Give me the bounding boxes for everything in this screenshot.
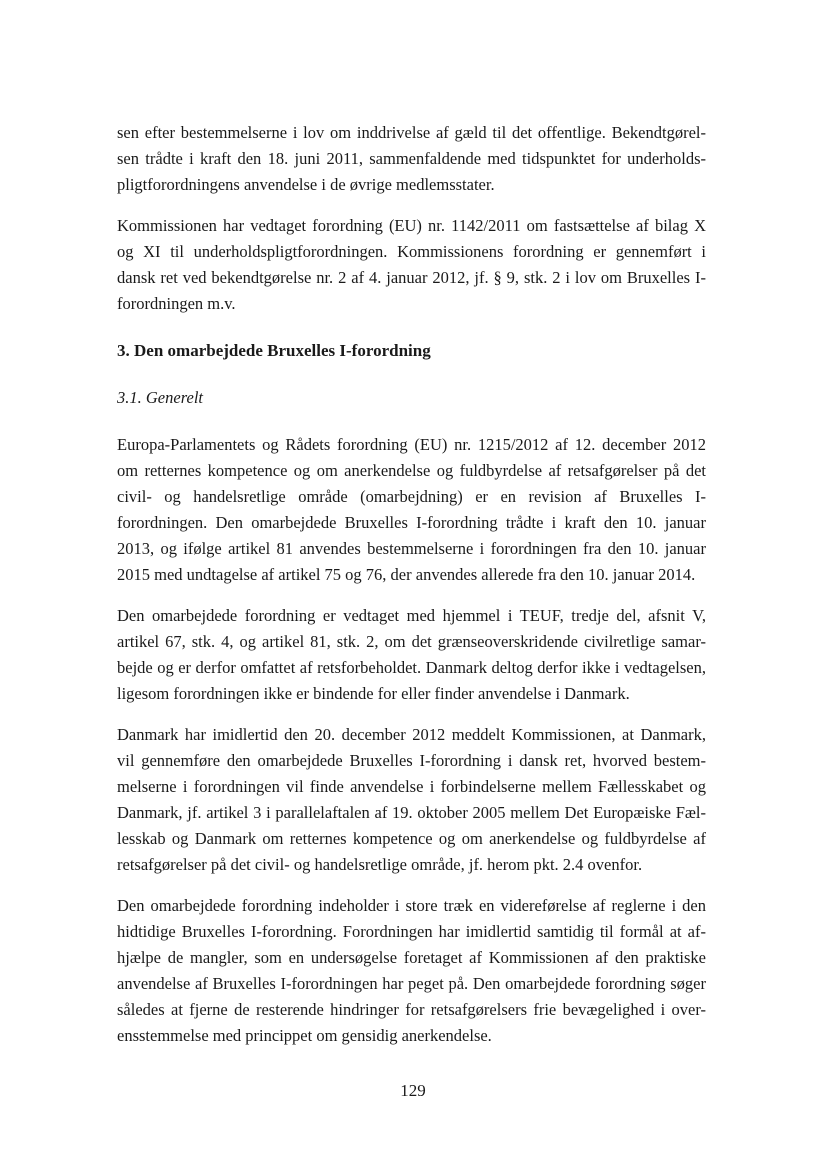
text-line: pligtforordningens anvendelse i de øvrige medlemsstater.: [117, 175, 495, 194]
text-line: anvendelse af Bruxelles I-forordningen har peget på. Den omarbejdede forordning søger: [117, 974, 706, 993]
subsection-heading: 3.1. Generelt: [117, 388, 203, 407]
text-line: ensstemmelse med princippet om gensidig anerkendelse.: [117, 1026, 492, 1045]
text-line: bejde og er derfor omfattet af retsforbeholdet. Danmark deltog derfor ikke i vedtagelsen,: [117, 658, 706, 677]
page-number: 129: [400, 1081, 426, 1100]
text-line: sen efter bestemmelserne i lov om inddrivelse af gæld til det offentlige. Bekendtgørel-: [117, 123, 706, 142]
text-line: om retternes kompetence og om anerkendelse og fuldbyrdelse af retsafgørelser på det: [117, 461, 706, 480]
text-line: forordningen. Den omarbejdede Bruxelles I-forordning trådte i kraft den 10. januar: [117, 513, 706, 532]
text-line: Kommissionen har vedtaget forordning (EU) nr. 1142/2011 om fastsættelse af bilag X: [117, 216, 706, 235]
text-line: Den omarbejdede forordning indeholder i store træk en videreførelse af reglerne i den: [117, 896, 706, 915]
text-line: artikel 67, stk. 4, og artikel 81, stk. 2, om det grænseoverskridende civilretlige samar-: [117, 632, 706, 651]
text-line: Danmark har imidlertid den 20. december 2012 meddelt Kommissionen, at Danmark,: [117, 725, 706, 744]
text-line: Europa-Parlamentets og Rådets forordning (EU) nr. 1215/2012 af 12. december 2012: [117, 435, 706, 454]
text-line: ligesom forordningen ikke er bindende for eller finder anvendelse i Danmark.: [117, 684, 630, 703]
text-line: Danmark, jf. artikel 3 i parallelaftalen af 19. oktober 2005 mellem Det Europæiske Fæl-: [117, 803, 706, 822]
section-heading: 3. Den omarbejdede Bruxelles I-forordning: [117, 341, 431, 360]
text-line: civil- og handelsretlige område (omarbejdning) er en revision af Bruxelles I-: [117, 487, 706, 506]
text-line: hjælpe de mangler, som en undersøgelse foretaget af Kommissionen af den praktiske: [117, 948, 706, 967]
text-line: hidtidige Bruxelles I-forordning. Forordningen har imidlertid samtidig til formål at af-: [117, 922, 706, 941]
text-line: dansk ret ved bekendtgørelse nr. 2 af 4. januar 2012, jf. § 9, stk. 2 i lov om Bruxelles I-: [117, 268, 706, 287]
text-line: forordningen m.v.: [117, 294, 236, 313]
text-line: Den omarbejdede forordning er vedtaget med hjemmel i TEUF, tredje del, afsnit V,: [117, 606, 706, 625]
text-line: således at fjerne de resterende hindringer for retsafgørelsers frie bevægelighed i over-: [117, 1000, 706, 1019]
text-line: 2015 med undtagelse af artikel 75 og 76, der anvendes allerede fra den 10. januar 2014.: [117, 565, 696, 584]
text-line: vil gennemføre den omarbejdede Bruxelles I-forordning i dansk ret, hvorved bestem-: [117, 751, 706, 770]
text-line: melserne i forordningen vil finde anvendelse i forbindelserne mellem Fællesskabet og: [117, 777, 706, 796]
text-line: retsafgørelser på det civil- og handelsretlige område, jf. herom pkt. 2.4 ovenfor.: [117, 855, 643, 874]
text-line: lesskab og Danmark om retternes kompetence og om anerkendelse og fuldbyrdelse af: [117, 829, 706, 848]
text-line: sen trådte i kraft den 18. juni 2011, sammenfaldende med tidspunktet for underholds-: [117, 149, 706, 168]
text-line: og XI til underholdspligtforordningen. Kommissionens forordning er gennemført i: [117, 242, 706, 261]
text-line: 2013, og ifølge artikel 81 anvendes bestemmelserne i forordningen fra den 10. januar: [117, 539, 706, 558]
